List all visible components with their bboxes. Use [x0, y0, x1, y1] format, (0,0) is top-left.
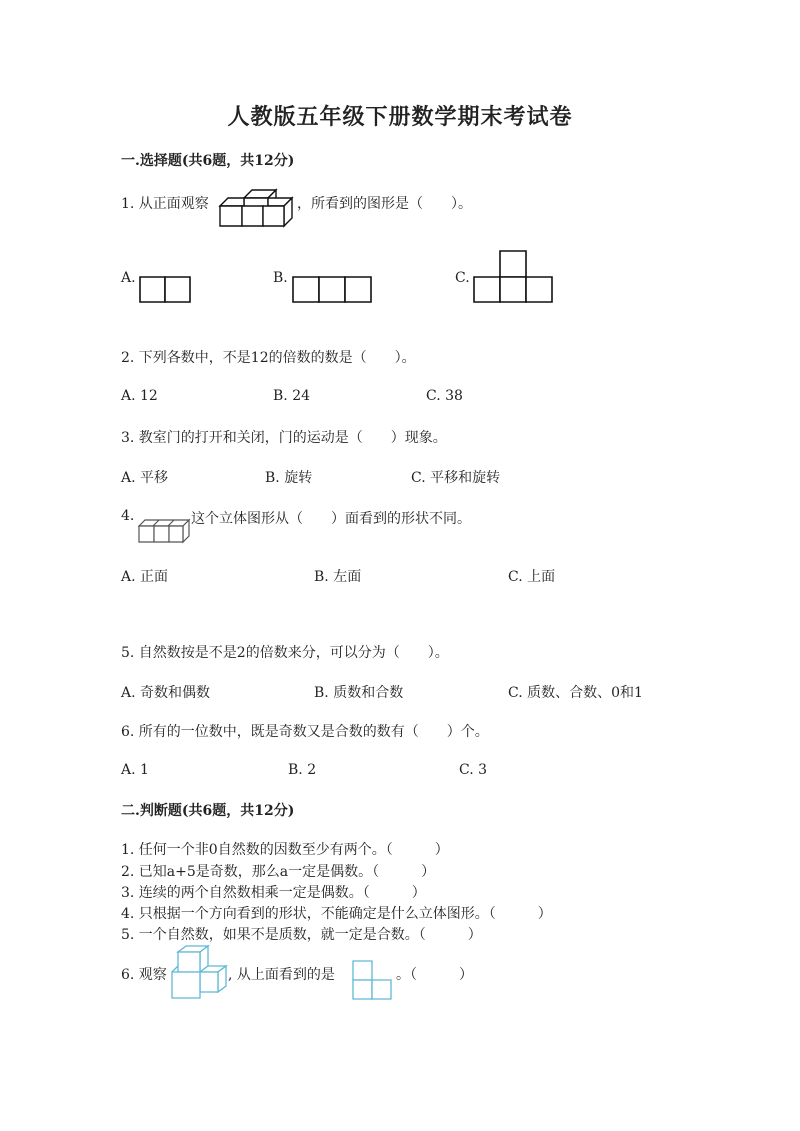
q4-text: 这个立体图形从（ ）面看到的形状不同。 — [191, 511, 471, 527]
q2-option-a[interactable]: A. 12 — [121, 388, 158, 404]
q4-number: 4. — [121, 508, 135, 524]
q3-option-b[interactable]: B. 旋转 — [265, 470, 313, 486]
judge-item-6-middle: , 从上面看到的是 — [228, 967, 335, 983]
q6-option-b[interactable]: B. 2 — [288, 762, 317, 778]
judge-item-3: 3. 连续的两个自然数相乘一定是偶数。（ ） — [121, 885, 426, 901]
q3-option-a[interactable]: A. 平移 — [121, 470, 169, 486]
judge-6-solid-figure — [170, 944, 230, 1000]
q1-option-a-figure — [139, 276, 193, 304]
q4-option-c[interactable]: C. 上面 — [508, 569, 556, 585]
q5-text: 5. 自然数按是不是2的倍数来分，可以分为（ ）。 — [121, 645, 449, 661]
judge-item-4: 4. 只根据一个方向看到的形状，不能确定是什么立体图形。（ ） — [121, 906, 552, 922]
q1-option-a-label[interactable]: A. — [121, 270, 136, 286]
judge-item-2: 2. 已知a+5是奇数，那么a一定是偶数。（ ） — [121, 864, 436, 880]
judge-item-6-after: 。（ ） — [396, 967, 473, 983]
q1-option-b-figure — [292, 276, 374, 304]
q3-text: 3. 教室门的打开和关闭，门的运动是（ ）现象。 — [121, 430, 447, 446]
q1-text-after: ，所看到的图形是（ ）。 — [297, 196, 472, 212]
q5-option-b[interactable]: B. 质数和合数 — [314, 685, 404, 701]
q1-option-b-label[interactable]: B. — [273, 270, 288, 286]
judge-item-1: 1. 任何一个非0自然数的因数至少有两个。（ ） — [121, 842, 449, 858]
q6-option-c[interactable]: C. 3 — [459, 762, 488, 778]
page-title: 人教版五年级下册数学期末考试卷 — [227, 104, 573, 130]
section-2-heading: 二.判断题(共6题，共12分) — [121, 803, 295, 819]
q2-text: 2. 下列各数中，不是12的倍数的数是（ ）。 — [121, 350, 416, 366]
q1-solid-figure — [218, 188, 296, 230]
judge-item-6-before: 6. 观察 — [121, 967, 167, 983]
q3-option-c[interactable]: C. 平移和旋转 — [411, 470, 501, 486]
q6-option-a[interactable]: A. 1 — [121, 762, 149, 778]
q6-text: 6. 所有的一位数中，既是奇数又是合数的数有（ ）个。 — [121, 724, 489, 740]
q1-option-c-label[interactable]: C. — [455, 270, 470, 286]
q2-option-b[interactable]: B. 24 — [273, 388, 311, 404]
judge-6-top-view-figure — [352, 960, 394, 1002]
q4-solid-figure — [137, 518, 191, 544]
q2-option-c[interactable]: C. 38 — [426, 388, 463, 404]
section-1-heading: 一.选择题(共6题，共12分) — [121, 153, 295, 169]
q4-option-b[interactable]: B. 左面 — [314, 569, 362, 585]
q1-text-before: 1. 从正面观察 — [121, 196, 209, 212]
q5-option-c[interactable]: C. 质数、合数、0和1 — [508, 685, 643, 701]
q5-option-a[interactable]: A. 奇数和偶数 — [121, 685, 211, 701]
q4-option-a[interactable]: A. 正面 — [121, 569, 169, 585]
judge-item-5: 5. 一个自然数，如果不是质数，就一定是合数。（ ） — [121, 927, 482, 943]
q1-option-c-figure — [473, 250, 555, 304]
